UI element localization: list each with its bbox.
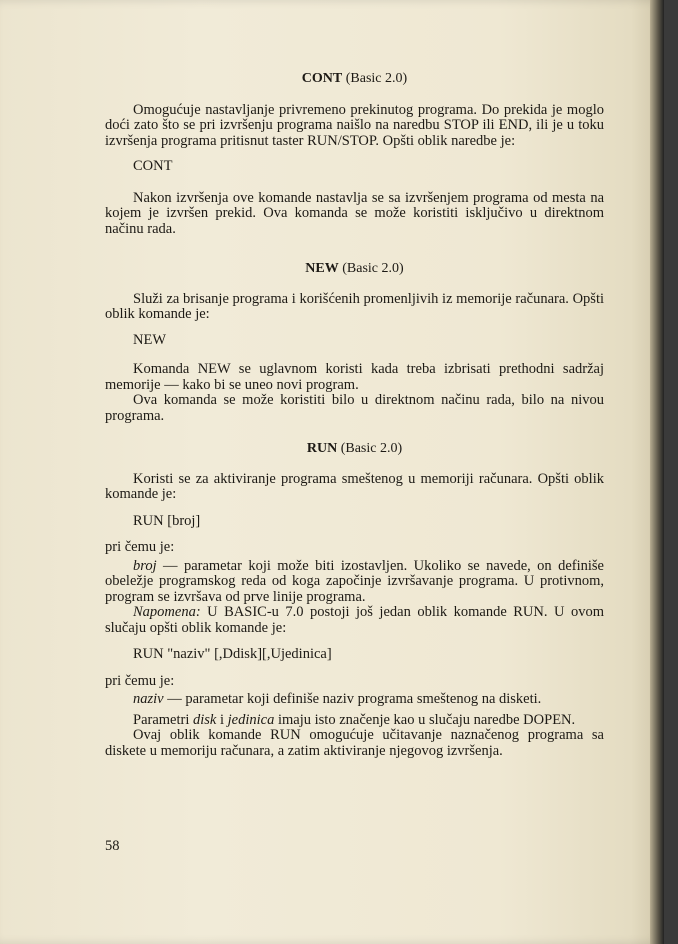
run-heading-command: RUN <box>306 441 338 456</box>
cont-heading-version: (Basic 2.0) <box>345 71 408 86</box>
page-number: 58 <box>105 838 120 854</box>
run-param-naziv-text: — parametar koji definiše naziv programa smeštenog na disketi. <box>163 691 542 707</box>
run-syntax-2: RUN "naziv" [,Ddisk][,Ujedinica] <box>133 646 332 662</box>
run-paragraph-1: Koristi se za aktiviranje programa smeštenog u memoriji računara. Opšti oblik komande je: <box>105 470 604 502</box>
run-param-naziv-term: naziv <box>133 691 164 707</box>
run-params-disk: disk <box>193 711 217 728</box>
new-heading-version: (Basic 2.0) <box>342 261 404 276</box>
run-syntax-1: RUN [broj] <box>133 512 201 529</box>
run-note <box>105 605 604 636</box>
cont-paragraph-2: Nakon izvršenja ove komande nastavlja se sa izvršenjem programa od mesta na kojem je izvršen prekid. Ova komanda se može koristiti isključivo u direktnom načinu rada. <box>105 189 604 237</box>
cont-heading-command: CONT <box>301 71 343 86</box>
new-paragraph-1: Služi za brisanje programa i korišćenih promenljivih iz memorije računara. Opšti oblik komande je: <box>105 290 604 322</box>
run-params-jedinica: jedinica <box>227 711 275 728</box>
new-heading <box>105 261 604 277</box>
run-params-and: i <box>216 711 228 728</box>
run-param-broj-text: — parametar koji može biti izostavljen. Ukoliko se navede, on definiše obeležje programskog reda od koga započinje izvršavanje programa. U protivnom, program se izvršava od prve linije programa. <box>105 557 604 605</box>
book-spine <box>650 0 664 944</box>
run-last-paragraph: Ovaj oblik komande RUN omogućuje učitavanje naznačenog programa sa diskete u memoriju računara, a zatim aktiviranje njegovog izvršenja. <box>105 727 604 759</box>
run-where-1: pri čemu je: <box>105 539 175 555</box>
new-code: NEW <box>133 331 167 348</box>
run-where-2: pri čemu je: <box>105 672 175 689</box>
cont-paragraph-1: Omogućuje nastavljanje privremeno prekinutog programa. Do prekida je moglo doći zato što se pri izvršenju programa naišlo na naredbu STOP ili END, ili je u toku izvršenja programa pritisnut taster RUN/STOP. Opšti oblik naredbe je: <box>105 101 604 149</box>
new-paragraph-3: Ova komanda se može koristiti bilo u direktnom načinu rada, bilo na nivou programa. <box>105 392 604 424</box>
new-paragraph-2: Komanda NEW se uglavnom koristi kada treba izbrisati prethodni sadržaj memorije — kako bi se uneo novi program. <box>105 361 604 393</box>
run-param-broj <box>105 559 604 606</box>
run-params-text-a: Parametri <box>133 711 193 728</box>
cont-code: CONT <box>133 158 173 174</box>
text-column <box>105 60 604 759</box>
run-params-paragraph <box>105 713 604 729</box>
run-heading-version: (Basic 2.0) <box>340 441 403 456</box>
cont-heading <box>105 71 604 87</box>
run-note-text: U BASIC-u 7.0 postoji još jedan oblik komande RUN. U ovom slučaju opšti oblik komande je: <box>105 604 604 636</box>
new-heading-command: NEW <box>305 261 339 276</box>
run-param-broj-term: broj <box>133 557 157 574</box>
run-param-naziv <box>105 692 604 708</box>
run-params-text-b: imaju isto značenje kao u slučaju naredbe DOPEN. <box>274 711 576 728</box>
run-note-label: Napomena: <box>133 604 201 620</box>
run-heading <box>105 441 604 457</box>
